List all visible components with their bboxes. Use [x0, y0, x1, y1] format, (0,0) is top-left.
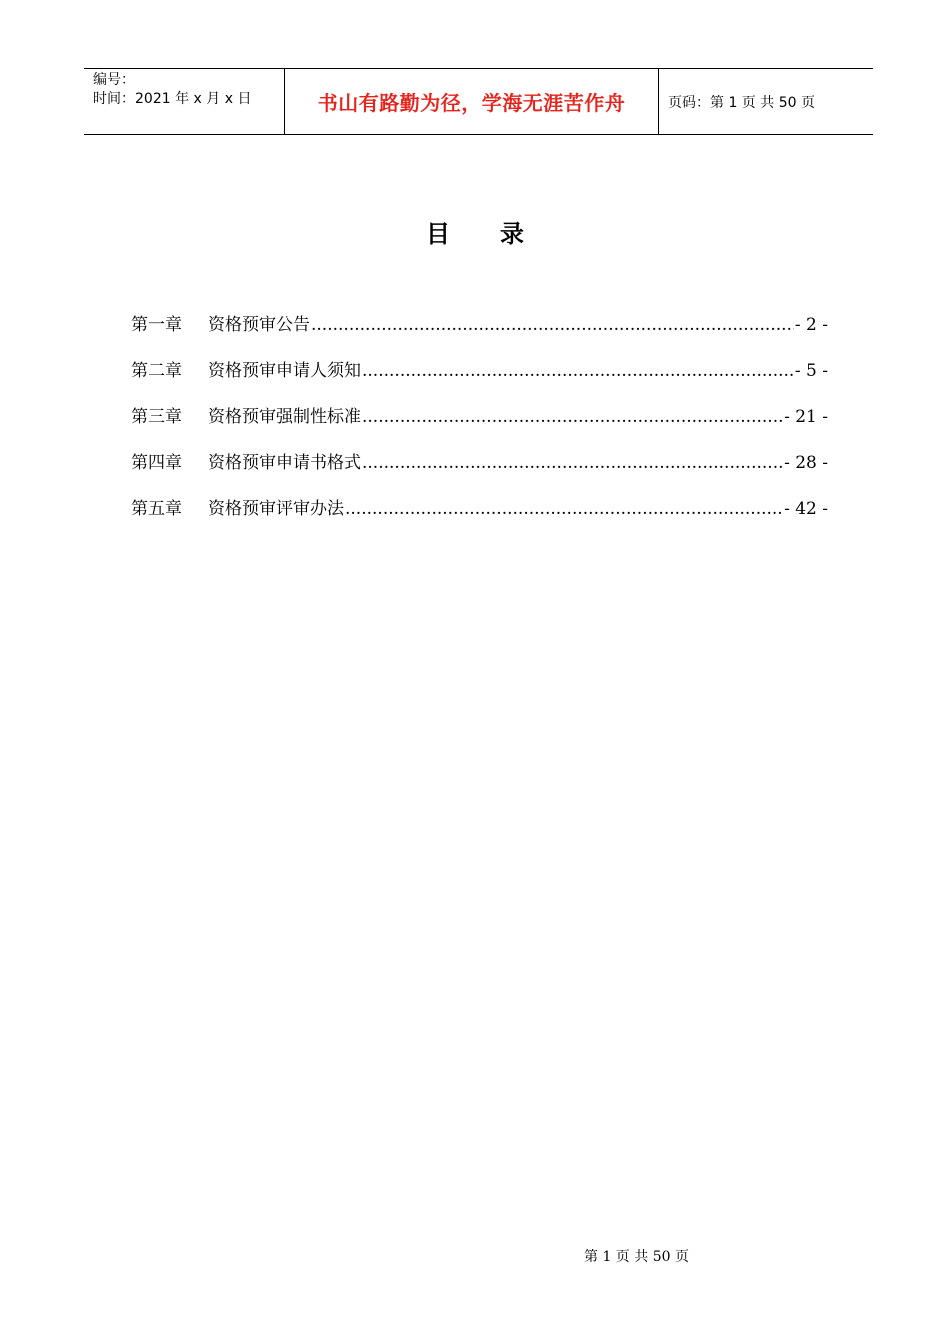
- toc-page-number: - 2 -: [794, 315, 828, 335]
- toc-entry-1[interactable]: [131, 310, 828, 356]
- toc-chapter: 第五章: [131, 499, 182, 519]
- header-meta-cell: [84, 69, 285, 134]
- page-header: [84, 68, 873, 135]
- toc-leader: [345, 499, 783, 519]
- toc-page-number: - 5 -: [794, 361, 828, 381]
- document-time-label: 时间：2021 年 x 月 x 日: [93, 91, 252, 107]
- header-motto: 书山有路勤为径，学海无涯苦作舟: [285, 69, 659, 134]
- toc-title: 资格预审申请人须知: [208, 361, 361, 381]
- toc-chapter: 第三章: [131, 407, 182, 427]
- header-page-label: 页码：第 1 页 共 50 页: [668, 94, 815, 111]
- page-footer: 第 1 页 共 50 页: [584, 1249, 689, 1265]
- toc-page-number: - 42 -: [784, 499, 828, 519]
- toc-leader: [362, 407, 783, 427]
- toc-heading: 目录: [426, 220, 574, 248]
- toc-page-number: - 21 -: [784, 407, 828, 427]
- toc-entry-2[interactable]: [131, 356, 828, 402]
- table-of-contents: [131, 310, 828, 540]
- toc-page-number: - 28 -: [784, 453, 828, 473]
- toc-chapter: 第一章: [131, 315, 182, 335]
- toc-chapter: 第四章: [131, 453, 182, 473]
- toc-entry-3[interactable]: [131, 402, 828, 448]
- toc-entry-4[interactable]: [131, 448, 828, 494]
- document-number-label: 编号：: [93, 72, 135, 88]
- toc-leader: [362, 361, 794, 381]
- toc-title: 资格预审公告: [208, 315, 310, 335]
- toc-entry-5[interactable]: [131, 494, 828, 540]
- toc-leader: [362, 453, 783, 473]
- toc-leader: [311, 315, 794, 335]
- toc-chapter: 第二章: [131, 361, 182, 381]
- toc-title: 资格预审申请书格式: [208, 453, 361, 473]
- toc-title: 资格预审强制性标准: [208, 407, 361, 427]
- toc-title: 资格预审评审办法: [208, 499, 344, 519]
